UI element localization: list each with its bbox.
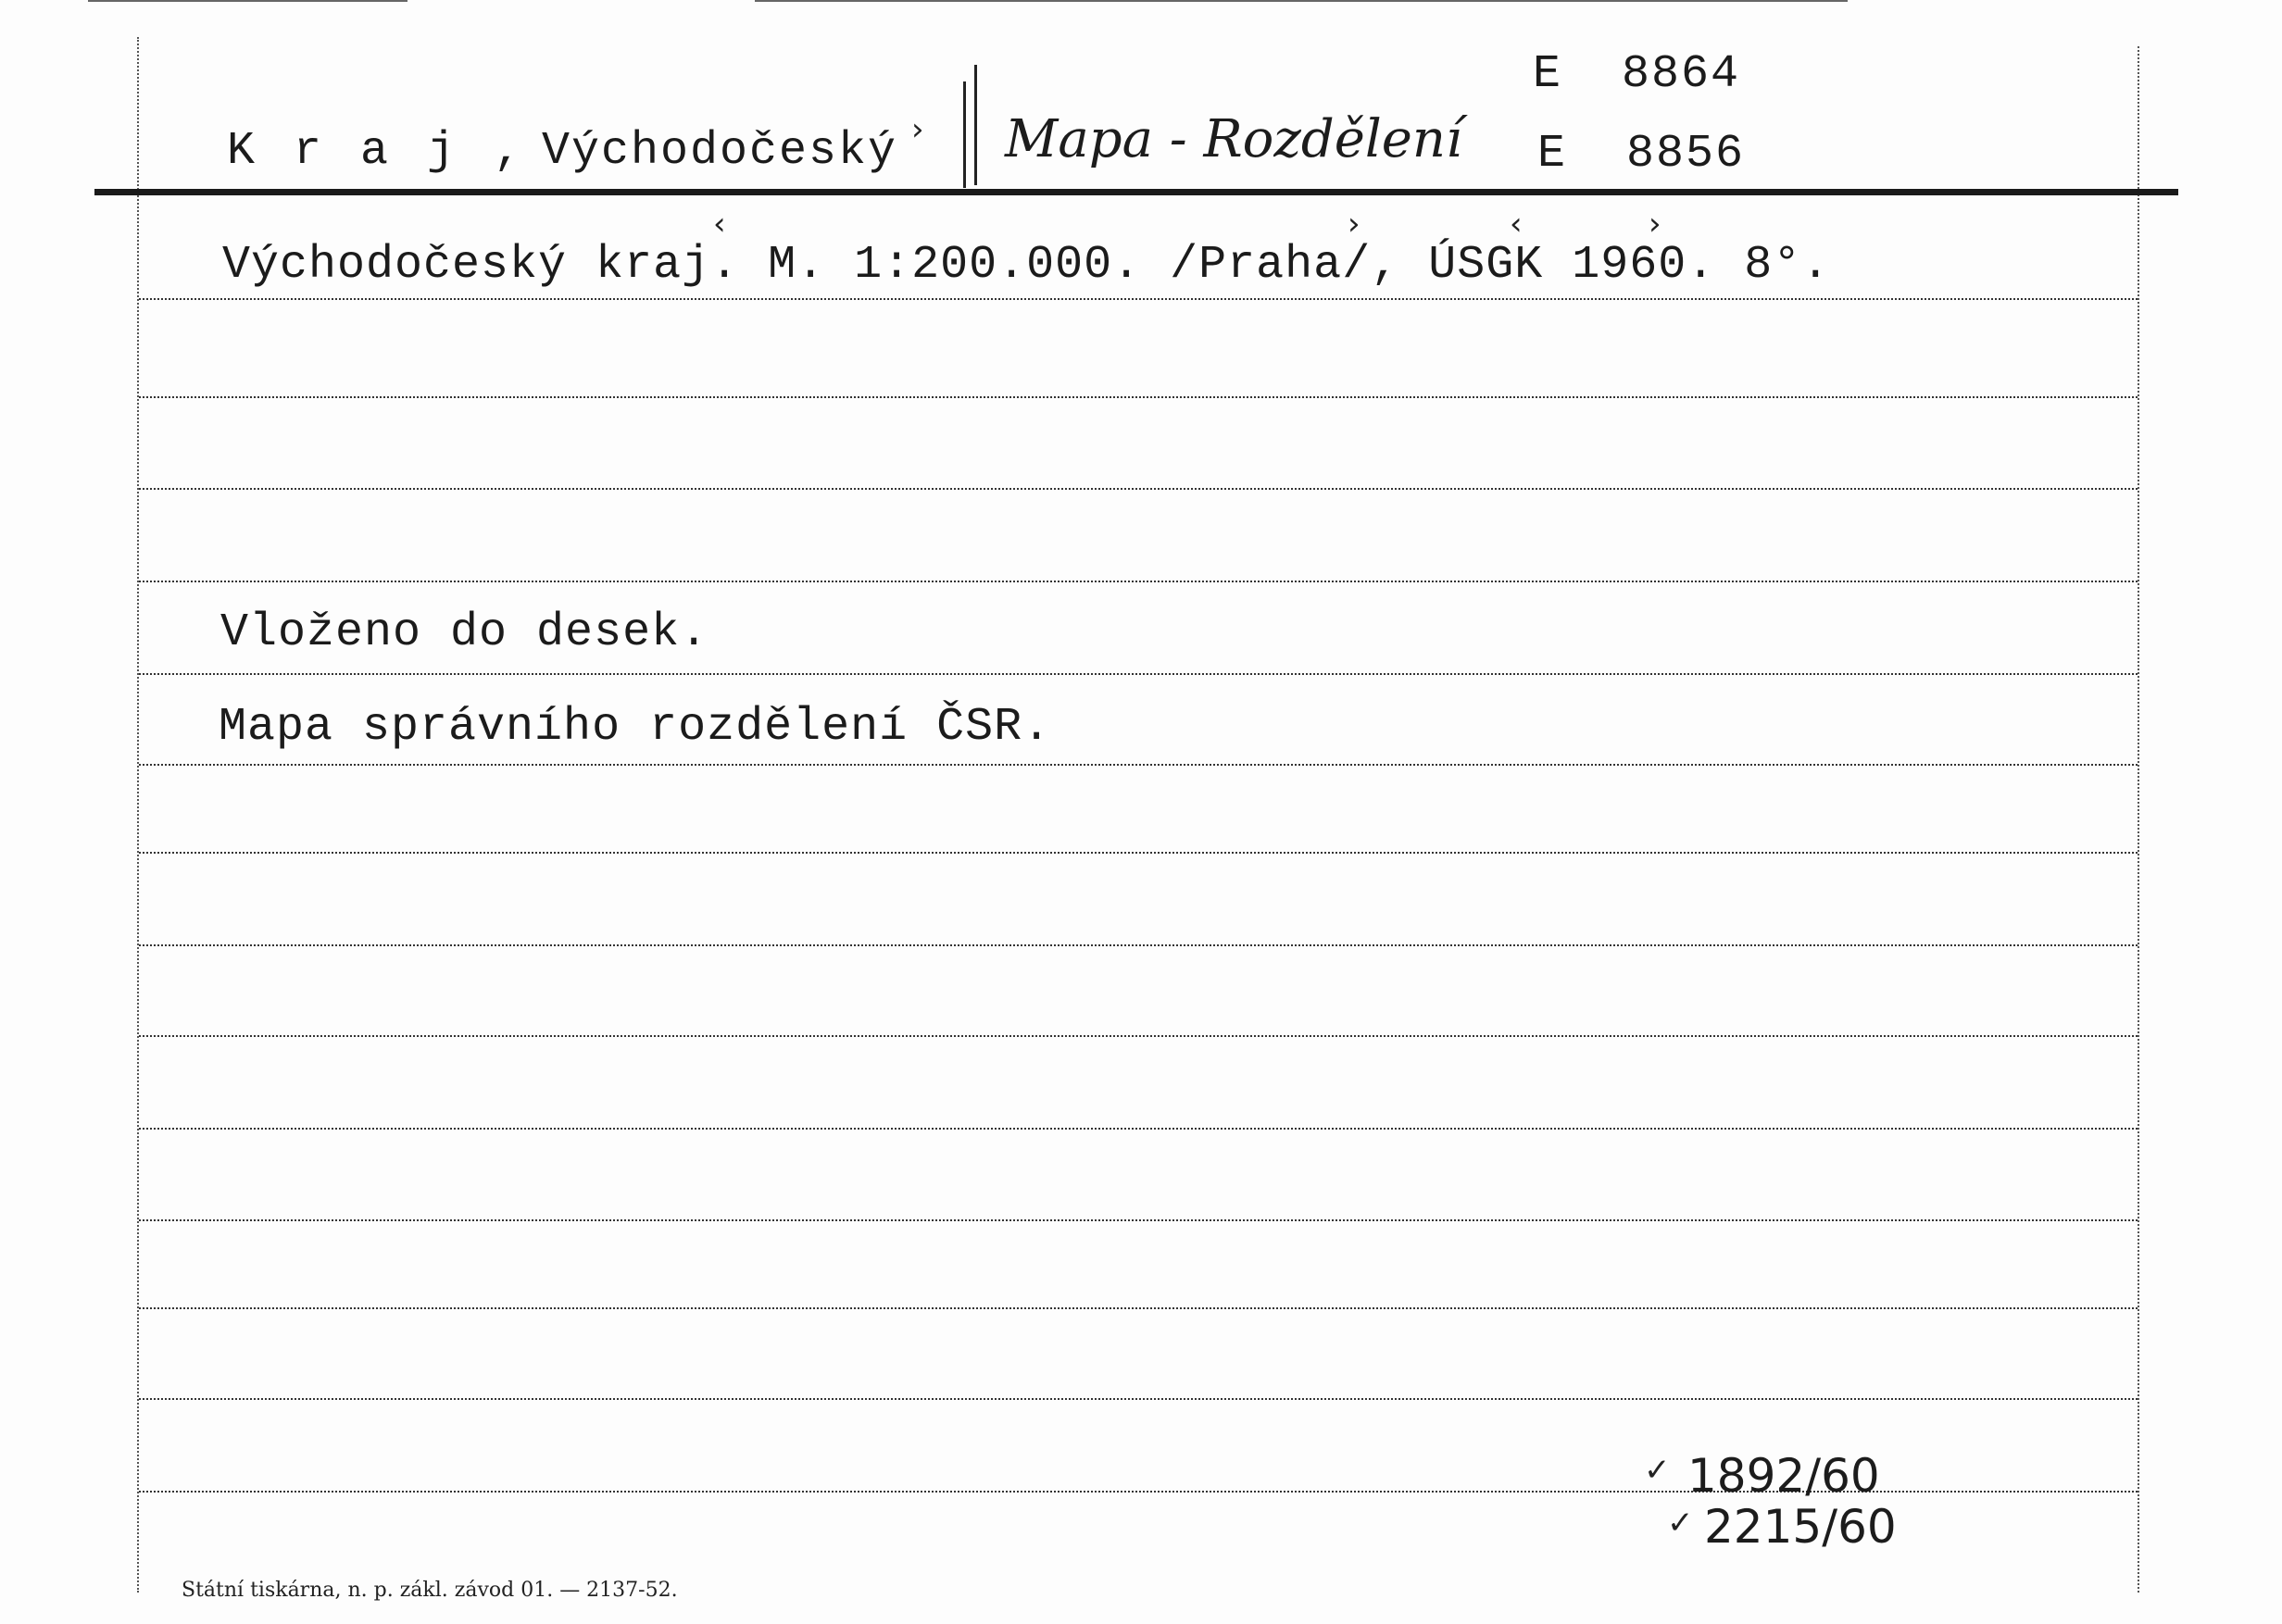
accession-number-2: 2215/60 xyxy=(1704,1500,1897,1554)
header-bracket-mark: › xyxy=(911,111,924,148)
ruled-line xyxy=(139,1398,2138,1400)
ruled-line xyxy=(139,1307,2138,1309)
entry-note-1: Vloženo do desek. xyxy=(220,606,709,659)
header-label: K r a j , xyxy=(227,125,528,178)
shelf-mark-1: E 8864 xyxy=(1533,48,1741,101)
header-rule xyxy=(94,189,2178,195)
printer-imprint: Státní tiskárna, n. p. zákl. závod 01. — 2137-52. xyxy=(182,1579,678,1602)
ruled-line xyxy=(139,944,2138,946)
top-edge-center xyxy=(755,0,1848,2)
ruled-line xyxy=(139,581,2138,582)
left-margin-line xyxy=(137,37,139,1593)
handwritten-divider-2 xyxy=(974,65,977,185)
insertion-mark-3: ‹ xyxy=(1510,206,1523,243)
ruled-line xyxy=(139,298,2138,300)
check-mark-1: ✓ xyxy=(1644,1452,1671,1489)
top-edge-left xyxy=(88,0,408,2)
insertion-mark-1: ‹ xyxy=(713,206,726,243)
entry-note-2: Mapa správního rozdělení ČSR. xyxy=(219,701,1052,754)
ruled-line xyxy=(139,1219,2138,1221)
accession-number-1: 1892/60 xyxy=(1687,1449,1880,1503)
ruled-line xyxy=(139,1035,2138,1037)
ruled-line xyxy=(139,852,2138,854)
shelf-mark-2: E 8856 xyxy=(1537,128,1746,181)
ruled-line xyxy=(139,764,2138,766)
right-margin-line xyxy=(2138,46,2139,1593)
ruled-line xyxy=(139,488,2138,490)
check-mark-2: ✓ xyxy=(1667,1505,1694,1542)
entry-title-line: Východočeský kraj. M. 1:200.000. /Praha/, ÚSGK 1960. 8°. xyxy=(222,239,1831,292)
ruled-line xyxy=(139,673,2138,675)
handwritten-subject: Mapa - Rozdělení xyxy=(1005,109,1462,169)
ruled-line xyxy=(139,396,2138,398)
ruled-line xyxy=(139,1128,2138,1130)
handwritten-divider-1 xyxy=(963,81,966,188)
header-region: Východočeský xyxy=(542,125,898,178)
insertion-mark-4: › xyxy=(1649,206,1661,243)
insertion-mark-2: › xyxy=(1348,206,1360,243)
